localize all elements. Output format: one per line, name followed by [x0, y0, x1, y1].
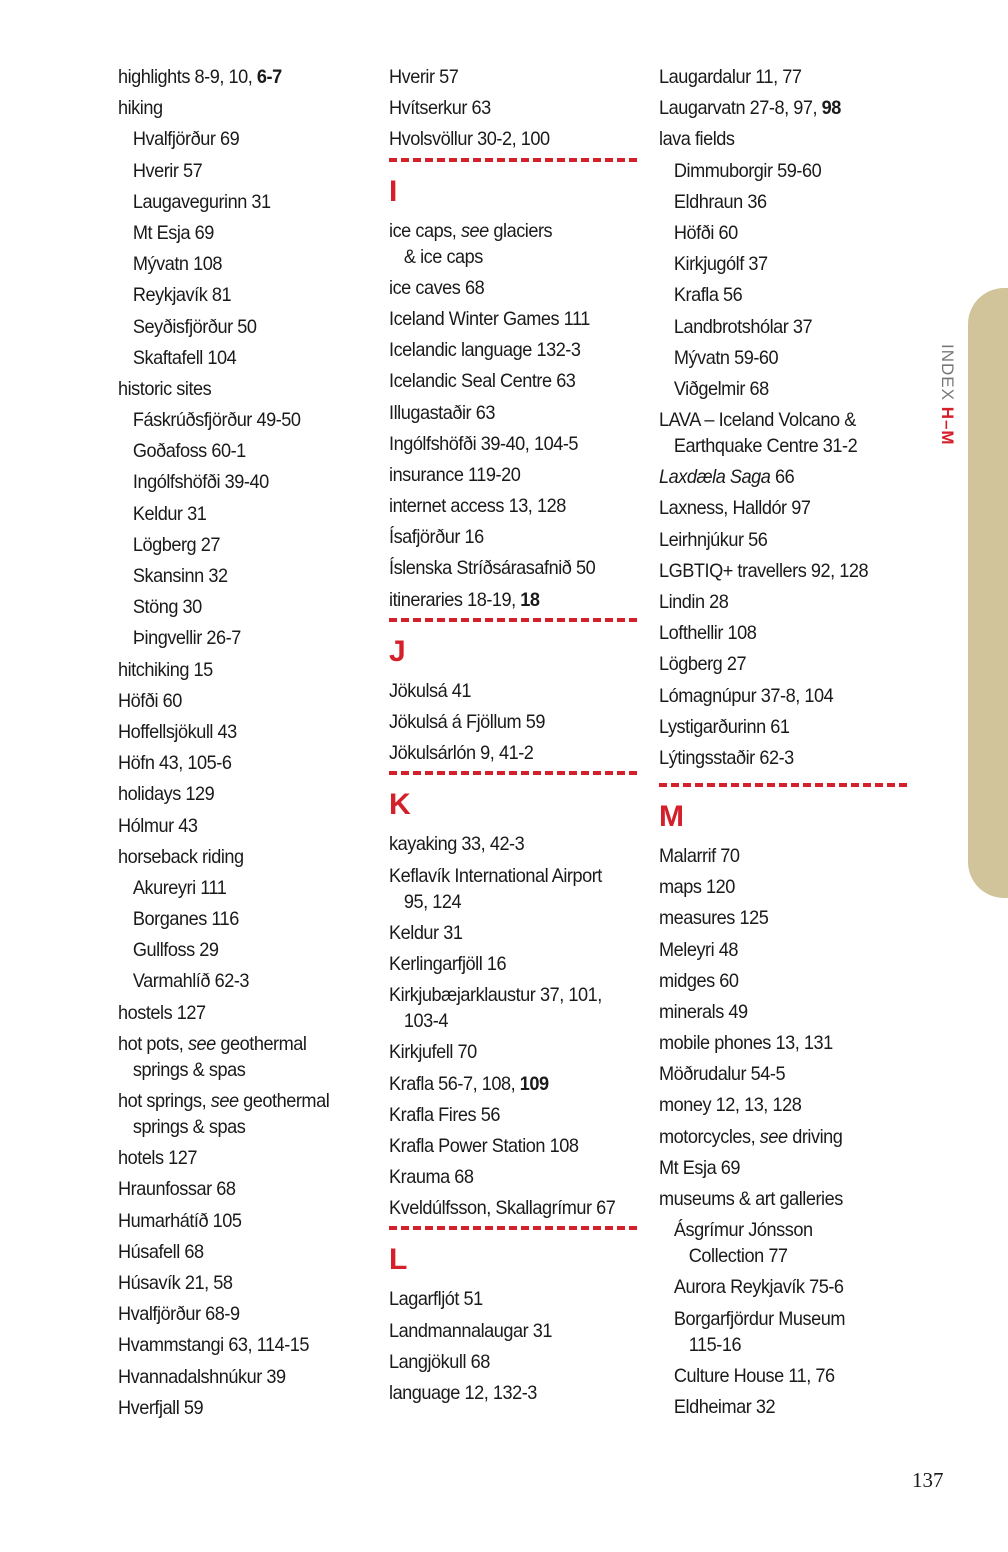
index-entry: Hverfjall 59 [118, 1396, 204, 1419]
cross-reference-see: see [759, 1125, 788, 1148]
index-entry: highlights 8-9, 10, 6-7 [118, 66, 282, 88]
index-entry: Kveldúlfsson, Skallagrímur 67 [389, 1197, 616, 1220]
index-entry: midges 60 [659, 969, 739, 992]
index-subentry: Seyðisfjörður 50 [132, 315, 257, 338]
index-subentry: Lögberg 27 [132, 533, 220, 556]
index-entry: Leirhnjúkur 56 [659, 528, 768, 551]
index-entry: historic sites [118, 377, 212, 400]
entry-continuation: 115-16 [688, 1333, 742, 1356]
index-entry: Illugastaðir 63 [389, 401, 495, 424]
index-entry: Krafla 56-7, 108, 109 [389, 1072, 549, 1095]
index-entry: Humarhátíð 105 [118, 1209, 242, 1232]
entry-continuation: Earthquake Centre 31-2 [673, 435, 858, 458]
index-entry: Hólmur 43 [118, 814, 198, 837]
index-entry: Jökulsá 41 [389, 679, 472, 702]
cross-reference-see: see [460, 219, 489, 242]
index-subentry: Mývatn 108 [132, 253, 222, 276]
index-entry: Jökulsá á Fjöllum 59 [389, 711, 546, 733]
index-subentry: Eldhraun 36 [673, 190, 767, 213]
index-subentry: Stöng 30 [132, 596, 202, 619]
index-entry: hitchiking 15 [118, 658, 213, 681]
section-letter-l: L [389, 1243, 408, 1277]
index-entry: Icelandic language 132-3 [389, 339, 581, 362]
index-entry: Húsavík 21, 58 [118, 1271, 233, 1294]
index-entry: Laxness, Halldór 97 [659, 497, 811, 520]
index-column-1 [118, 64, 368, 1426]
section-letter-j: J [389, 634, 406, 668]
index-subentry: Aurora Reykjavík 75-6 [673, 1276, 844, 1299]
index-entry: Íslenska Stríðsárasafnið 50 [389, 557, 596, 580]
index-subentry: Culture House 11, 76 [673, 1364, 835, 1387]
index-subentry: Viðgelmir 68 [673, 377, 769, 400]
section-letter-m: M [659, 799, 684, 833]
index-entry: Krauma 68 [389, 1166, 474, 1189]
entry-continuation: Collection 77 [688, 1245, 788, 1268]
index-entry: horseback riding [118, 845, 244, 868]
index-entry: mobile phones 13, 131 [659, 1032, 833, 1055]
index-subentry: Skansinn 32 [132, 565, 228, 587]
index-entry: Malarrif 70 [659, 844, 740, 867]
index-entry: Húsafell 68 [118, 1240, 204, 1263]
index-entry: Hvannadalshnúkur 39 [118, 1365, 286, 1388]
entry-continuation: 103-4 [403, 1010, 448, 1033]
section-divider [389, 618, 637, 622]
index-entry: itineraries 18-19, 18 [389, 588, 540, 611]
index-entry: Hoffellsjökull 43 [118, 720, 237, 743]
entry-continuation: springs & spas [132, 1058, 246, 1081]
index-subentry: Þingvellir 26-7 [132, 627, 241, 650]
index-entry: internet access 13, 128 [389, 495, 566, 518]
entry-title-italic: Laxdæla Saga [659, 466, 771, 489]
index-entry: Kirkjufell 70 [389, 1041, 477, 1064]
index-entry: Lofthellir 108 [659, 622, 757, 645]
index-entry: Kerlingarfjöll 16 [389, 952, 507, 975]
index-entry: Lagarfljót 51 [389, 1288, 483, 1311]
index-subentry: Krafla 56 [673, 284, 743, 307]
section-tab-label [935, 344, 957, 464]
index-entry: LGBTIQ+ travellers 92, 128 [659, 559, 869, 582]
index-entry: hiking [118, 97, 163, 120]
index-subentry: Dimmuborgir 59-60 [673, 159, 822, 182]
index-entry: Jökulsárlón 9, 41-2 [389, 742, 534, 765]
index-entry: Höfði 60 [118, 689, 182, 712]
index-entry: Lögberg 27 [659, 653, 747, 676]
index-subentry: Fáskrúðsfjörður 49-50 [132, 409, 301, 432]
index-entry: lava fields [659, 128, 735, 151]
index-subentry: Goðafoss 60-1 [132, 440, 246, 463]
index-entry: Meleyri 48 [659, 938, 739, 961]
index-entry: holidays 129 [118, 783, 215, 806]
index-subentry: Laugavegurinn 31 [132, 190, 271, 213]
index-entry: measures 125 [659, 907, 769, 930]
entry-continuation: springs & spas [132, 1116, 246, 1138]
index-entry: Krafla Fires 56 [389, 1103, 500, 1126]
index-entry: Hvalfjörður 68-9 [118, 1303, 240, 1326]
index-entry: motorcycles, see driving [659, 1125, 843, 1148]
index-entry: hotels 127 [118, 1147, 198, 1170]
index-entry: Laugarvatn 27-8, 97, 98 [659, 97, 841, 120]
index-subentry: Mt Esja 69 [132, 221, 214, 244]
index-subentry: Landbrotshólar 37 [673, 315, 813, 338]
index-entry: maps 120 [659, 876, 735, 899]
index-subentry: Mývatn 59-60 [673, 346, 779, 369]
index-entry: hot springs, see geothermal springs & spas [118, 1088, 351, 1140]
index-entry: hot pots, see geothermal springs & spas [118, 1031, 351, 1083]
index-entry: Ísafjörður 16 [389, 526, 484, 549]
index-entry: kayaking 33, 42-3 [389, 833, 525, 856]
map-page-reference: 98 [821, 97, 841, 120]
index-entry: Mt Esja 69 [659, 1156, 741, 1179]
index-entry: Hvítserkur 63 [389, 97, 491, 120]
index-entry: Kirkjubæjarklaustur 37, 101, 103-4 [389, 982, 620, 1034]
tab-label-prefix: INDEX [938, 344, 957, 407]
index-subentry: Varmahlíð 62-3 [132, 970, 250, 993]
index-subentry: Kirkjugólf 37 [673, 253, 768, 276]
index-subentry: Borgarfjördur Museum 115-16 [659, 1306, 890, 1358]
index-entry: Iceland Winter Games 111 [389, 307, 590, 330]
index-subentry: Skaftafell 104 [132, 346, 237, 369]
section-letter-i: I [389, 174, 398, 208]
page-number: 137 [912, 1468, 944, 1492]
section-divider [389, 158, 637, 162]
tab-label-range: H–M [938, 406, 957, 446]
index-subentry: Eldheimar 32 [673, 1395, 776, 1418]
index-subentry: Borganes 116 [132, 908, 239, 931]
cross-reference-see: see [210, 1090, 239, 1112]
index-entry: Hvolsvöllur 30-2, 100 [389, 128, 550, 151]
index-subentry: Hvalfjörður 69 [132, 128, 240, 151]
index-column-2 [389, 64, 637, 1411]
section-tab [968, 288, 1008, 898]
index-entry: Keldur 31 [389, 921, 463, 944]
section-divider [389, 1226, 637, 1230]
index-entry: Höfn 43, 105-6 [118, 752, 232, 775]
index-subentry: Ingólfshöfði 39-40 [132, 471, 269, 494]
index-subentry: Keldur 31 [132, 502, 207, 525]
index-entry: Langjökull 68 [389, 1350, 490, 1373]
index-entry: Ingólfshöfði 39-40, 104-5 [389, 432, 579, 455]
index-subentry: Höfði 60 [673, 221, 738, 244]
index-entry: Lystigarðurinn 61 [659, 715, 790, 738]
section-divider [659, 783, 907, 787]
index-entry: Hraunfossar 68 [118, 1178, 236, 1201]
index-subentry: Hverir 57 [132, 159, 203, 182]
index-entry: Keflavík International Airport 95, 124 [389, 863, 620, 915]
index-entry: Möðrudalur 54-5 [659, 1063, 786, 1086]
index-column-3 [659, 64, 907, 1425]
entry-continuation: & ice caps [403, 245, 483, 268]
index-entry: insurance 119-20 [389, 463, 521, 486]
index-entry: Laugardalur 11, 77 [659, 66, 802, 88]
index-entry: Hverir 57 [389, 66, 459, 88]
map-page-reference: 109 [519, 1072, 549, 1095]
index-entry: Krafla Power Station 108 [389, 1134, 579, 1157]
index-entry: Lómagnúpur 37-8, 104 [659, 684, 834, 707]
index-subentry: Reykjavík 81 [132, 284, 232, 307]
index-entry: Lýtingsstaðir 62-3 [659, 746, 794, 769]
map-page-reference: 18 [520, 588, 540, 611]
section-letter-k: K [389, 788, 411, 822]
index-entry: Icelandic Seal Centre 63 [389, 370, 576, 393]
entry-continuation: 95, 124 [403, 890, 462, 913]
map-page-reference: 6-7 [256, 66, 282, 88]
index-entry: Landmannalaugar 31 [389, 1319, 553, 1342]
index-entry: Lindin 28 [659, 591, 729, 613]
index-entry: minerals 49 [659, 1000, 748, 1023]
section-divider [389, 771, 637, 775]
index-entry: ice caps, see glaciers & ice caps [389, 218, 620, 270]
index-entry: museums & art galleries [659, 1188, 843, 1210]
index-entry: language 12, 132-3 [389, 1382, 537, 1404]
index-entry: ice caves 68 [389, 276, 485, 299]
index-entry: Hvammstangi 63, 114-15 [118, 1334, 310, 1357]
index-subentry: Akureyri 111 [132, 876, 227, 899]
cross-reference-see: see [187, 1032, 216, 1055]
index-entry: Laxdæla Saga 66 [659, 466, 795, 489]
index-entry: hostels 127 [118, 1001, 206, 1024]
index-entry: money 12, 13, 128 [659, 1094, 802, 1117]
index-subentry: Gullfoss 29 [132, 939, 219, 962]
index-subentry: Ásgrímur Jónsson Collection 77 [659, 1217, 890, 1269]
index-entry: LAVA – Iceland Volcano & Earthquake Centre 31-2 [659, 407, 890, 459]
